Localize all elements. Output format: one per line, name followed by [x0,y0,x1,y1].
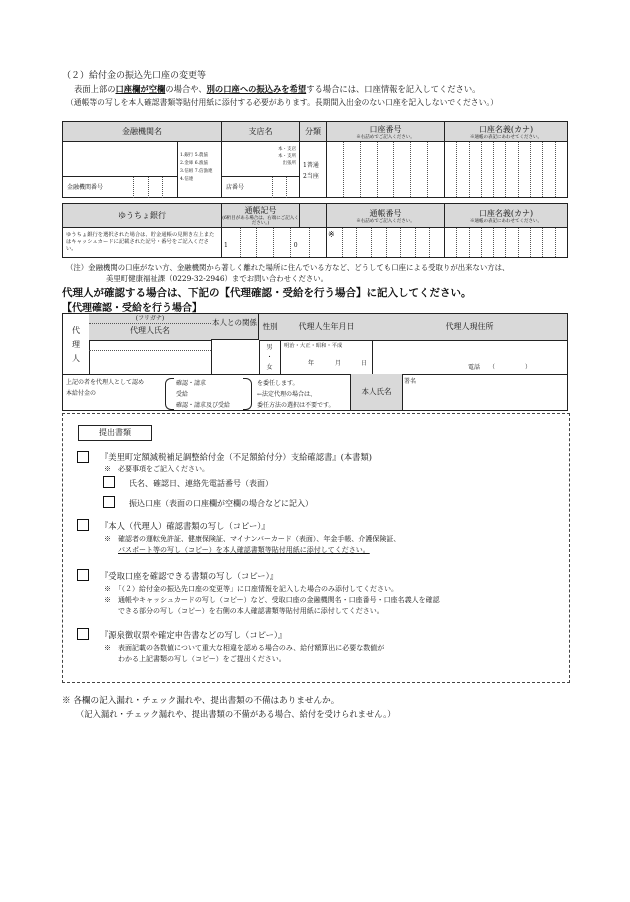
address-label: 代理人現住所 [372,314,567,341]
proxy-side-label: 代 理 人 [72,326,80,363]
dob-label: 代理人生年月日 [281,314,373,341]
phone-label: 電話 （ ） [468,364,532,371]
doc3-title: 『受取口座を確認できる書類の写し（コピー）』 [100,571,279,581]
proxy-name-label: 代理人氏名 [130,326,170,335]
relation-input[interactable] [211,340,260,374]
relation-label: 本人との関係 [211,314,259,340]
doc2-note-l2: パスポート等の写し（コピー）を本人確認書類等貼付用紙に添付してください。 [118,546,370,554]
doc1-sub2: 振込口座（表面の口座欄が空欄の場合などに記入） [129,499,313,508]
signature-input[interactable] [401,374,567,410]
yucho-note: ゆうちょ銀行を選択された場合は、貯金通帳の見開き左上またはキャッシュカードに記載された記号・番号をご記入ください。 [63,228,222,258]
doc1-sub1-checkbox[interactable] [103,476,115,488]
bank-name-header: 金融機関名 [63,122,222,142]
section-instructions: 表面上部の口座欄が空欄の場合や、別の口座への振込みを希望する場合には、口座情報を記入してください。 [74,84,481,94]
doc2-note-l1: ※ 確認者の運転免許証、健康保険証、マイナンバーカード（表面）、年金手帳、介護保険証、 [104,535,401,543]
doc1-note: ※ 必要事項をご記入ください。 [104,465,209,473]
passbook-symbol-header: 通帳記号 (6桁目がある場合は、右端にご記入ください。) [222,204,300,228]
sex-options[interactable]: 男 ・ 女 [259,340,281,374]
account-number-header: 口座番号 ※右詰めでご記入ください。 [327,122,445,142]
caution-line2: 美里町健康福祉課（0229-32-2946）までお問い合わせください。 [106,274,329,283]
yucho-table [62,203,568,258]
section-heading: （２）給付金の振込先口座の変更等 [62,71,207,81]
delegate-text: を委任します。 ←法定代理の場合は、 委任方法の選択は不要です。 [257,380,335,409]
era-options[interactable]: 明治・大正・昭和・平成 [284,343,343,349]
passbook-symbol-cell[interactable]: 1 0 [222,228,327,258]
delegation-options[interactable] [176,378,230,411]
signature-label: 署名 [404,378,417,385]
branch-code-label: 店番号 [226,184,245,191]
proxy-name-input[interactable] [89,340,212,374]
bank-code-label: 金融機関番号 [67,184,104,191]
doc2-checkbox[interactable] [77,519,89,531]
year-label: 年 [308,360,315,367]
proxy-subheading: 【代理確認・受給を行う場合】 [62,303,202,314]
doc1-sub1: 氏名、確認日、連絡先電話番号（表面） [129,479,273,488]
address-input[interactable] [372,340,567,374]
caution-line1: （注）金融機関の口座がない方、金融機関から著しく離れた場所に住んでいる方など、どうしても口座による受取りが出来ない方は、 [66,263,510,272]
footer-line1: ※ 各欄の記入漏れ・チェック漏れや、提出書類の不備はありませんか。 [62,696,340,706]
furigana-label: (フリガナ) [89,314,211,324]
passbook-number-header: 通帳番号 ※右詰めでご記入ください。 [327,204,445,228]
account-type-cell[interactable] [300,142,327,198]
doc2-title: 『本人（代理人）確認書類の写し（コピー）』 [100,521,270,531]
principal-label: 本人氏名 [350,374,403,410]
proxy-table [62,313,568,411]
yucho-holder-cell[interactable] [445,228,568,258]
option-confirm-claim[interactable]: 確認・請求 [176,380,207,387]
branch-code-boxes[interactable] [260,177,299,198]
doc1-sub2-checkbox[interactable] [103,496,115,508]
bank-code-boxes[interactable] [119,177,177,198]
yucho-header: ゆうちょ銀行 [63,204,222,228]
doc3-note2-l2: できる部分の写し（コピー）を右側の本人確認書類等貼付用紙に添付してください。 [118,607,384,615]
sex-label: 性別 [259,314,282,341]
delegation-text: 上記の者を代理人として認め 本給付金の [66,379,145,397]
doc3-note2-l1: ※ 通帳やキャッシュカードの写し（コピー）など、受取口座の金融機関名・口座番号・口座名義人を確認 [104,596,440,604]
section-note: （通帳等の写しを本人確認書類等貼付用紙に添付する必要があります。長期間入出金のない口座を記入しないでください。） [66,98,499,107]
doc4-note-l1: ※ 表面記載の各数値について重大な相違を認める場合のみ、給付額算出に必要な数値が [104,644,385,652]
doc4-note-l2: わかる上記書類の写し（コピー）をご提出ください。 [118,655,286,663]
dob-input[interactable] [281,340,373,374]
passbook-number-cell[interactable]: ※ [327,228,445,258]
yucho-holder-header: 口座名義(カナ) ※通帳の表記にあわせてください。 [445,204,568,228]
branch-name-header: 支店名 [222,122,300,142]
account-holder-header: 口座名義(カナ) ※通帳の表記にあわせてください。 [445,122,568,142]
day-label: 日 [361,360,368,367]
doc1-title: 『美里町定額減税補足調整給付金（不足額給付分）支給確認書』(本書類) [100,452,372,462]
bank-name-cell[interactable] [63,142,222,198]
doc3-note1: ※ 「（２）給付金の振込先口座の変更等」に口座情報を記入した場合のみ添付してください。 [104,585,398,593]
option-receive[interactable]: 受給 [176,391,189,398]
documents-title: 提出書類 [78,425,152,441]
month-label: 月 [335,360,342,367]
doc4-checkbox[interactable] [77,628,89,640]
proxy-headline: 代理人が確認する場合は、下記の【代理確認・受給を行う場合】に記入してください。 [62,287,472,299]
doc3-checkbox[interactable] [77,569,89,581]
branch-type-options: 本・支店 本・支所 出張所 [278,147,296,166]
bank-type-options: 1.銀行 5.農協 2.金庫 6.漁協 3.信組 7.信漁連 4.信連 [180,153,213,182]
account-type-current[interactable]: 2当座 [303,173,319,180]
account-number-cell[interactable] [327,142,445,198]
bank-account-table [62,121,568,198]
doc1-checkbox[interactable] [77,451,89,463]
branch-name-cell[interactable] [222,142,300,198]
type-header: 分類 [300,122,327,142]
account-holder-cell[interactable] [445,142,568,198]
option-both[interactable]: 確認・請求及び受給 [176,402,231,409]
account-type-ordinary[interactable]: 1普通 [303,162,319,169]
footer-line2: （記入漏れ・チェック漏れや、提出書類の不備がある場合、給付を受けられません。） [76,709,396,719]
doc4-title: 『源泉徴収票や確定申告書などの写し（コピー）』 [100,630,287,640]
